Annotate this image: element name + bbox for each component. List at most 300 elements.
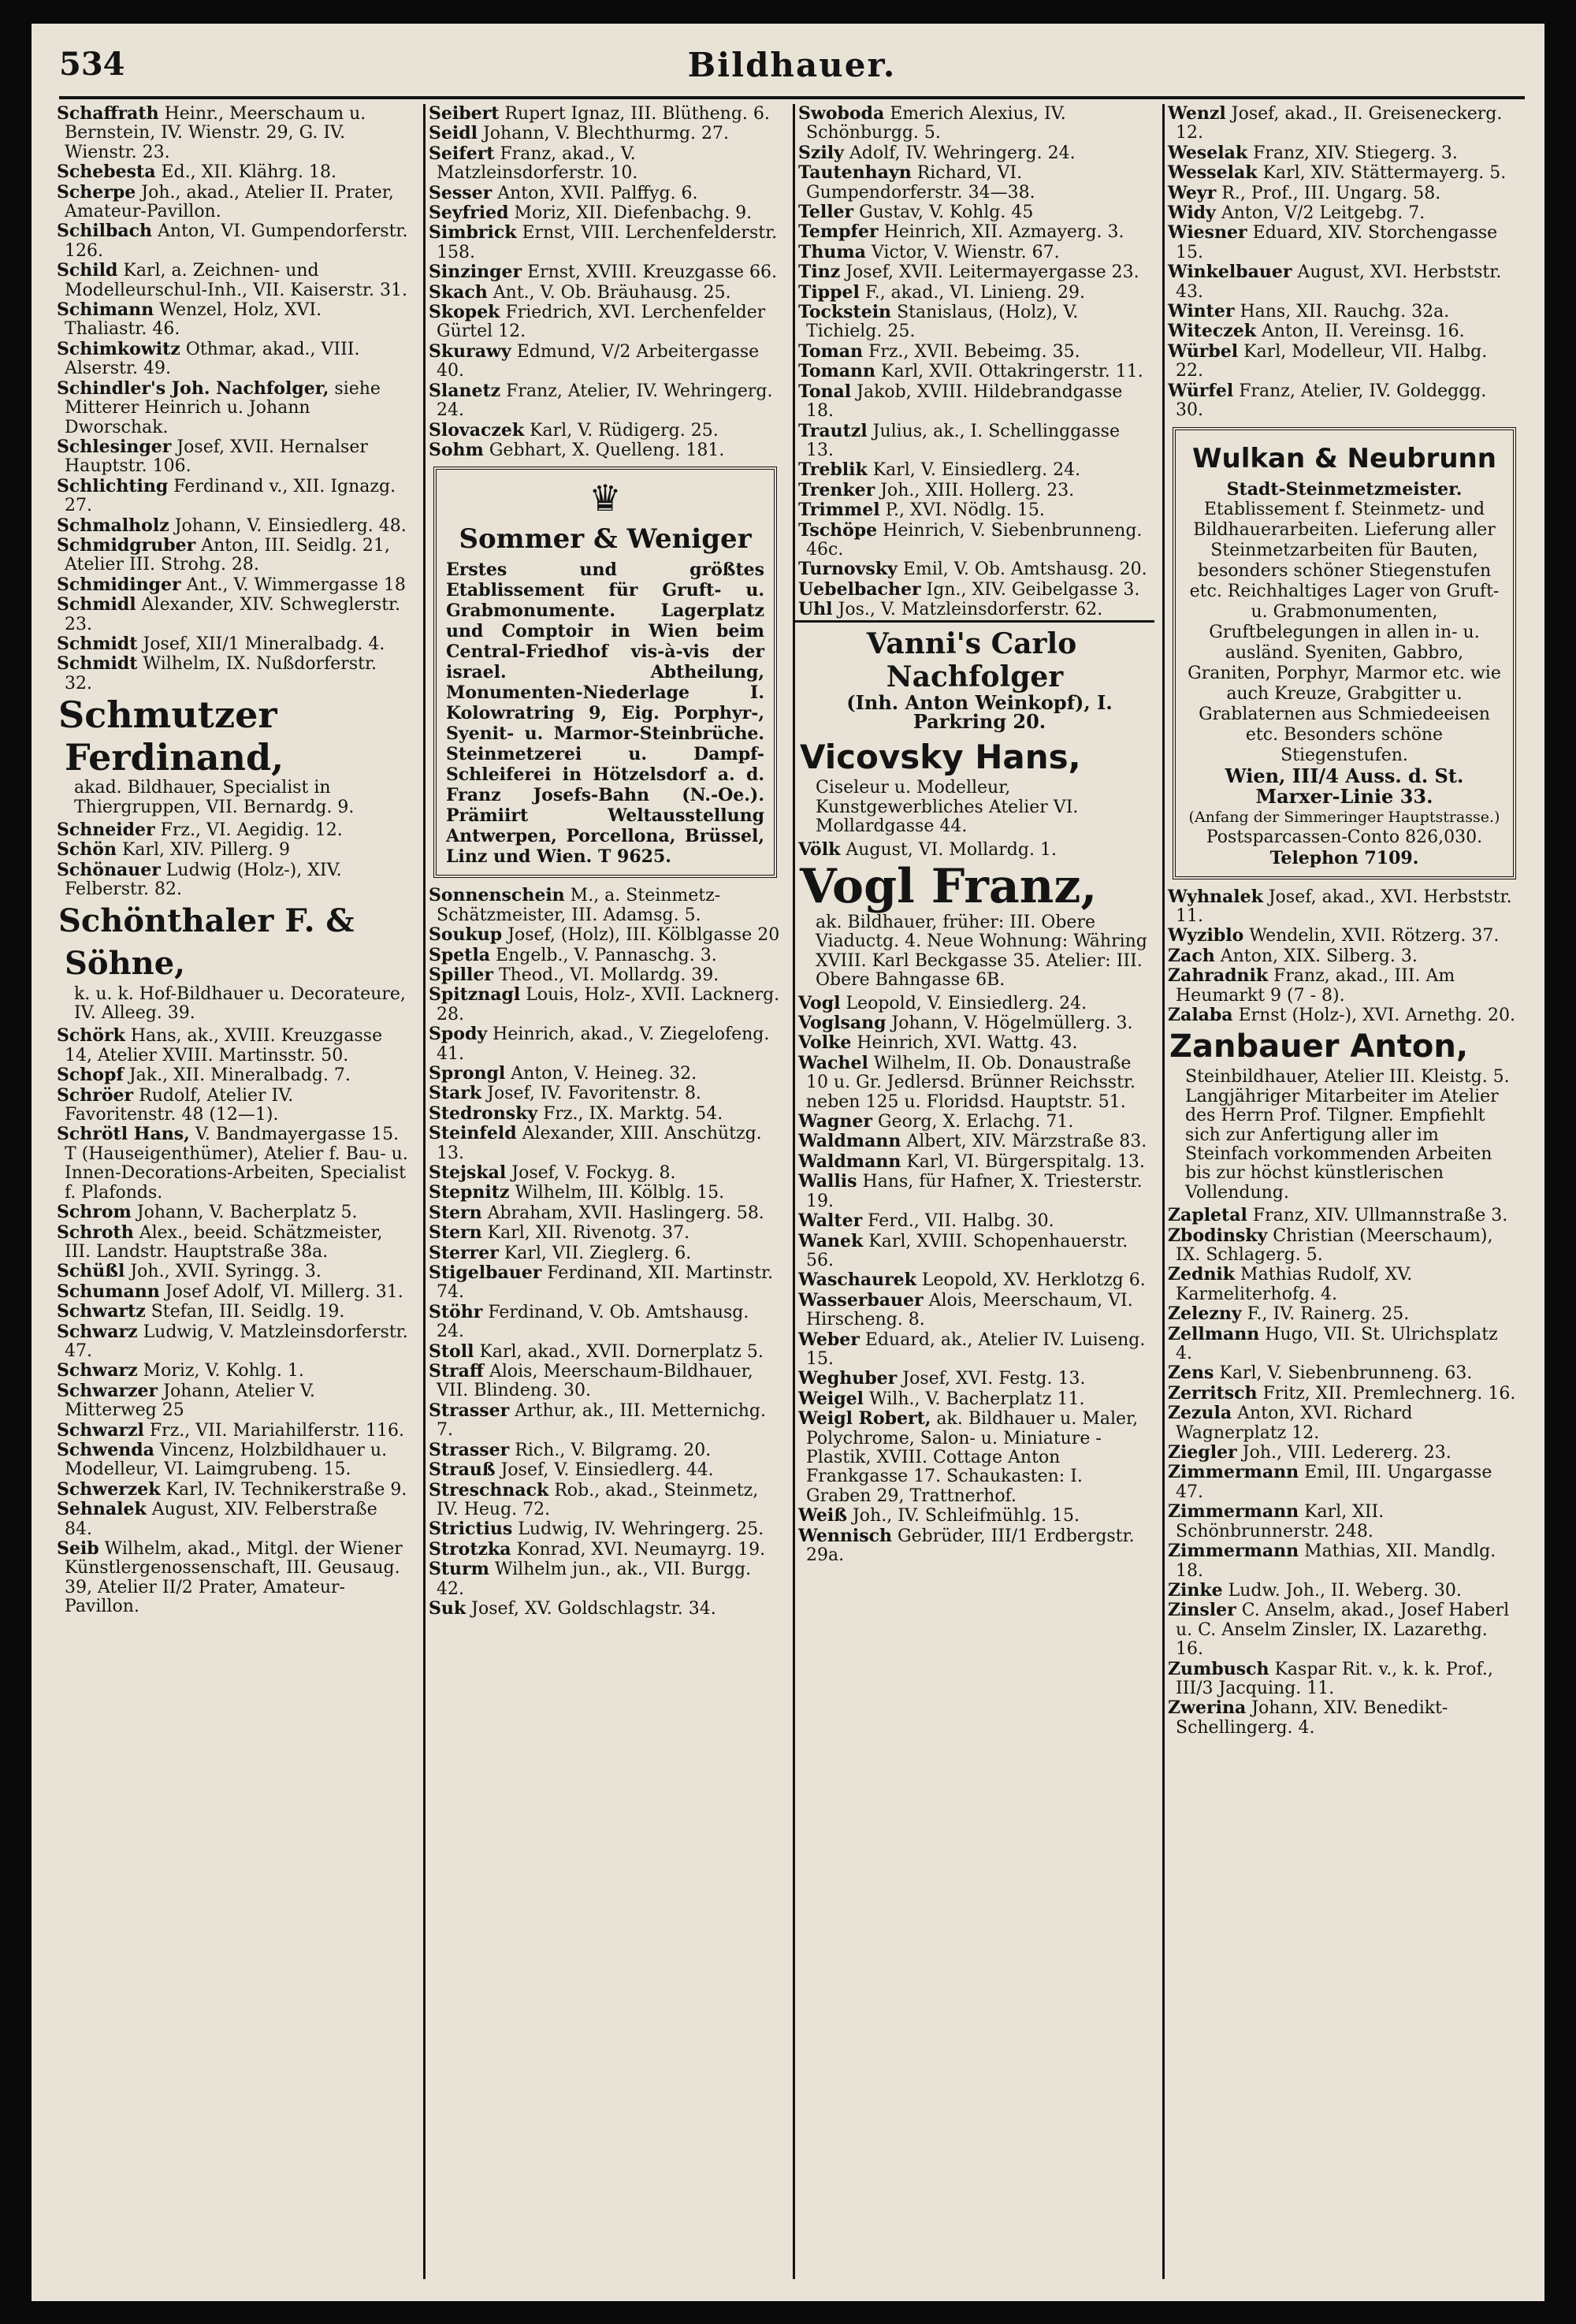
entry-details: Alex., beeid. Schätzmeister, III. Landstr. Hauptstraße 38a. <box>65 1222 383 1262</box>
directory-entry <box>426 342 785 381</box>
entry-details: Kaspar Rit. v., k. k. Prof., III/3 Jacquing. 11. <box>1176 1659 1493 1698</box>
entry-name: Schüßl <box>57 1261 125 1282</box>
directory-entry <box>795 1526 1154 1566</box>
entry-details: Richard, VI. Gumpendorferstr. 34—38. <box>806 163 1035 203</box>
directory-entry <box>795 362 1154 381</box>
entry-details: Emil, V. Ob. Amtshausg. 20. <box>902 560 1147 580</box>
entry-details: Josef, IV. Favoritenstr. 8. <box>487 1084 701 1104</box>
entry-name: Zimmermann <box>1168 1541 1299 1562</box>
entry-name: Schwenda <box>57 1439 154 1460</box>
directory-entry <box>1165 381 1524 421</box>
entry-details: Ludwig, V. Matzleinsdorferstr. 47. <box>65 1322 408 1361</box>
entry-details: Engelb., V. Pannaschg. 3. <box>496 945 717 965</box>
directory-entry <box>426 1084 785 1103</box>
entry-details: Anton, V. Heineg. 32. <box>511 1063 697 1084</box>
entry-name: Steinfeld <box>429 1123 517 1144</box>
entry-name: Teller <box>798 202 854 223</box>
featured-name: Zanbauer Anton, <box>1169 1028 1469 1065</box>
entry-details: Anton, XIX. Silberg. 3. <box>1220 946 1418 966</box>
entry-name: Schmalholz <box>57 515 169 536</box>
entry-name: Wallis <box>798 1171 857 1192</box>
entry-name: Trautzl <box>798 420 868 441</box>
entry-details: Franz, XIV. Stiegerg. 3. <box>1253 143 1458 163</box>
entry-details: Anton, V/2 Leitgebg. 7. <box>1221 203 1425 224</box>
directory-entry <box>1165 262 1524 302</box>
ad-subtitle: Stadt-Steinmetzmeister. <box>1226 478 1463 500</box>
entry-details: Wilhelm, akad., Mitgl. der Wiener Künstlergenossenschaft, III. Geusaug. 39, Atelier II/2 Prater, Amateur-Pavillon. <box>65 1539 403 1617</box>
entry-name: Tockstein <box>798 302 892 323</box>
directory-entry <box>795 1172 1154 1211</box>
entry-name: Wenzl <box>1168 104 1226 124</box>
entry-name: Schilbach <box>57 221 153 242</box>
featured-entry <box>54 693 413 820</box>
directory-entry <box>795 1033 1154 1053</box>
entry-details: Joh., XVII. Syringg. 3. <box>130 1262 322 1282</box>
entry-details: Joh., XIII. Hollerg. 23. <box>880 480 1075 500</box>
entry-name: Zalaba <box>1168 1004 1233 1025</box>
directory-entry <box>1165 946 1524 966</box>
entry-details: Wilhelm jun., ak., VII. Burgg. 42. <box>437 1560 752 1599</box>
entry-list <box>1165 104 1524 421</box>
entry-name: Wesselak <box>1168 162 1258 184</box>
entry-name: Schebesta <box>57 162 156 183</box>
directory-entry <box>795 243 1154 262</box>
featured-entry <box>1165 1025 1524 1206</box>
entry-name: Würbel <box>1168 340 1239 362</box>
entry-name: Wennisch <box>798 1525 893 1546</box>
featured-text: (Inh. Anton Weinkopf), I. Parkring 20. <box>846 690 1113 733</box>
directory-entry <box>1165 1226 1524 1266</box>
entry-name: Zerritsch <box>1168 1382 1258 1404</box>
entry-details: Eduard, ak., Atelier IV. Luiseng. 15. <box>806 1329 1146 1369</box>
entry-details: Rich., V. Bilgramg. 20. <box>515 1440 712 1460</box>
directory-entry <box>54 1223 413 1262</box>
entry-details: Ign., XIV. Geibelgasse 3. <box>926 579 1140 600</box>
entry-list <box>54 820 413 900</box>
entry-name: Slovaczek <box>429 419 525 441</box>
entry-details: Frz., IX. Marktg. 54. <box>543 1103 723 1124</box>
entry-name: Weyr <box>1168 182 1217 203</box>
directory-entry <box>54 536 413 575</box>
entry-details: Karl, V. Rüdigerg. 25. <box>530 420 719 441</box>
directory-entry <box>426 1342 785 1362</box>
entry-name: Völk <box>798 838 841 860</box>
directory-entry <box>54 1203 413 1222</box>
directory-entry <box>1165 1325 1524 1364</box>
entry-name: Skach <box>429 281 488 303</box>
directory-entry <box>426 1124 785 1163</box>
entry-details: Josef, V. Fockyg. 8. <box>511 1163 676 1183</box>
entry-details: Rob., akad., Steinmetz, IV. Heug. 72. <box>437 1480 759 1519</box>
directory-entry <box>795 521 1154 560</box>
entry-name: Tautenhayn <box>798 162 912 184</box>
entry-details: August, XVI. Herbststr. 43. <box>1176 262 1502 302</box>
directory-entry <box>795 1369 1154 1389</box>
directory-entry <box>795 163 1154 203</box>
directory-entry <box>54 437 413 477</box>
entry-details: Karl, XVIII. Schopenhauerstr. 56. <box>806 1231 1128 1270</box>
entry-name: Schönauer <box>57 859 161 880</box>
directory-entry <box>426 1024 785 1064</box>
directory-entry <box>426 1203 785 1223</box>
directory-entry <box>795 283 1154 303</box>
entry-details: Alexander, XIV. Schweglerstr. 23. <box>65 595 401 634</box>
entry-details: Karl, XIV. Pillerg. 9 <box>121 840 290 861</box>
directory-entry <box>795 1152 1154 1172</box>
directory-entry <box>54 840 413 860</box>
entry-details: Alexander, XIII. Anschützg. 13. <box>437 1124 762 1163</box>
directory-entry <box>426 1223 785 1243</box>
entry-details: Joh., VIII. Ledererg. 23. <box>1242 1443 1451 1463</box>
entry-name: Seib <box>57 1538 99 1559</box>
directory-entry <box>795 460 1154 480</box>
ad-title: Sommer & Weniger <box>459 523 752 556</box>
entry-name: Stedronsky <box>429 1103 538 1124</box>
entry-name: Stöhr <box>429 1301 483 1322</box>
entry-list <box>1165 887 1524 1026</box>
entry-name: Sprongl <box>429 1062 506 1084</box>
entry-name: Schwarz <box>57 1321 138 1342</box>
directory-entry <box>426 1401 785 1441</box>
directory-entry <box>426 1163 785 1183</box>
entry-details: Heinrich, akad., V. Ziegelofeng. 41. <box>437 1024 770 1064</box>
entry-list <box>54 1026 413 1616</box>
entry-name: Wanek <box>798 1230 864 1251</box>
directory-entry <box>1165 966 1524 1006</box>
entry-details: Louis, Holz-, XVII. Lacknerg. 28. <box>437 985 780 1024</box>
column-3 <box>793 104 1154 2279</box>
entry-details: Frz., VI. Aegidig. 12. <box>160 820 343 840</box>
entry-details: Othmar, akad., VIII. Alserstr. 49. <box>65 339 360 379</box>
directory-entry <box>426 262 785 282</box>
entry-list <box>795 994 1154 1566</box>
entry-list <box>1165 1206 1524 1738</box>
directory-entry <box>1165 104 1524 143</box>
entry-name: Zach <box>1168 945 1215 966</box>
entry-name: Schwarzl <box>57 1419 144 1441</box>
featured-text: Steinbildhauer, Atelier III. Kleistg. 5. Langjähriger Mitarbeiter im Atelier des Herrn Prof. Tilgner. Empfiehlt sich zur Anfertigung aller im Steinfach vorkommenden Arbeiten bis zur höchst künstlerischen Vollendung. <box>1185 1067 1510 1203</box>
featured-name: Schmutzer Ferdinand, <box>58 693 284 779</box>
directory-entry <box>54 1262 413 1281</box>
entry-details: Theod., VI. Mollardg. 39. <box>498 965 719 985</box>
directory-entry <box>795 1232 1154 1271</box>
directory-entry <box>795 1409 1154 1506</box>
entry-details: Heinr., Meerschaum u. Bernstein, IV. Wienstr. 29, G. IV. Wienstr. 23. <box>65 104 366 162</box>
entry-details: Jakob, XVIII. Hildebrandgasse 18. <box>806 381 1123 422</box>
entry-details: Ferdinand v., XII. Ignazg. 27. <box>65 476 396 516</box>
entry-name: Schlichting <box>57 475 169 496</box>
entry-name: Wiesner <box>1168 222 1247 244</box>
directory-entry <box>1165 223 1524 262</box>
entry-details: Ant., V. Ob. Bräuhausg. 25. <box>492 282 731 303</box>
entry-name: Schmidl <box>57 594 136 615</box>
entry-name: Waldmann <box>798 1151 901 1172</box>
page-header <box>59 41 1525 99</box>
entry-name: Wasserbauer <box>798 1289 924 1311</box>
featured-text: k. u. k. Hof-Bildhauer u. Decorateure, IV. Alleeg. 39. <box>74 984 406 1024</box>
ad-body: Etablissement f. Steinmetz- und Bildhauerarbeiten. Lieferung aller Steinmetzarbeiten für Bauten, besonders schöner Stiegenstufen etc. Reichhaltiges Lager von Gruft- u. Grabmonumenten, Gruftbelegungen in allen in- u. ausländ. Syeniten, Gabbro, Graniten, Porphyr, Marmor etc. wie auch Kreuze, Grabgitter u. Grablaternen aus Schmiedeeisen etc. Besonders schöne Stiegenstufen. <box>1188 499 1501 765</box>
entry-details: Josef, akad., II. Greiseneckerg. 12. <box>1176 104 1503 143</box>
directory-entry <box>1165 322 1524 341</box>
entry-details: P., XVI. Nödlg. 15. <box>885 500 1045 521</box>
entry-details: Julius, ak., I. Schellinggasse 13. <box>806 421 1120 460</box>
entry-details: Johann, XIV. Benedikt-Schellingerg. 4. <box>1176 1698 1448 1738</box>
entry-name: Zapletal <box>1168 1205 1247 1226</box>
featured-entry <box>795 860 1154 994</box>
entry-details: Emil, III. Ungargasse 47. <box>1176 1463 1492 1502</box>
entry-details: Josef Adolf, VI. Millerg. 31. <box>165 1281 403 1302</box>
directory-entry <box>426 925 785 945</box>
entry-details: Wilhelm, III. Kölblg. 15. <box>515 1183 725 1203</box>
entry-details: Friedrich, XVI. Lerchenfelder Gürtel 12. <box>437 303 766 342</box>
directory-entry <box>795 382 1154 422</box>
entry-name: Stigelbauer <box>429 1262 542 1284</box>
directory-entry <box>795 422 1154 461</box>
directory-entry <box>54 1302 413 1322</box>
directory-entry <box>1165 1363 1524 1383</box>
entry-name: Weigel <box>798 1388 864 1409</box>
ad-postal: Postsparcassen-Conto 826,030. <box>1206 827 1483 847</box>
entry-name: Tomann <box>798 361 876 382</box>
entry-name: Strasser <box>429 1400 510 1421</box>
entry-details: Wenzel, Holz, XVI. Thaliastr. 46. <box>65 300 322 340</box>
entry-name: Stark <box>429 1083 482 1104</box>
entry-details: Alois, Meerschaum-Bildhauer, VII. Blindeng. 30. <box>437 1362 753 1401</box>
entry-details: Edmund, V/2 Arbeitergasse 40. <box>437 341 760 381</box>
entry-name: Seidl <box>429 123 478 144</box>
entry-details: Karl, XII. Rivenotg. 37. <box>487 1223 690 1244</box>
directory-entry <box>426 946 785 965</box>
entry-name: Streschnack <box>429 1479 549 1500</box>
directory-entry <box>54 516 413 536</box>
directory-entry <box>795 1132 1154 1151</box>
featured-entry <box>795 623 1154 737</box>
entry-name: Schröer <box>57 1084 134 1106</box>
entry-details: Hugo, VII. St. Ulrichsplatz 4. <box>1176 1324 1498 1364</box>
directory-entry <box>54 261 413 300</box>
page-number: 534 <box>59 46 125 83</box>
entry-details: Ludw. Joh., II. Weberg. 30. <box>1228 1580 1462 1601</box>
directory-entry <box>795 600 1154 619</box>
entry-name: Sohm <box>429 439 484 460</box>
directory-entry <box>795 1013 1154 1033</box>
entry-name: Schneider <box>57 820 155 840</box>
entry-name: Schwarz <box>57 1360 138 1381</box>
entry-name: Waldmann <box>798 1131 901 1152</box>
featured-entry <box>795 736 1154 839</box>
directory-entry <box>54 575 413 595</box>
entry-name: Zahradnik <box>1168 965 1269 987</box>
entry-name: Wagner <box>798 1111 873 1132</box>
entry-name: Tonal <box>798 381 852 402</box>
directory-entry <box>426 1540 785 1560</box>
directory-entry <box>54 634 413 654</box>
entry-name: Ziegler <box>1168 1442 1237 1463</box>
entry-details: Karl, XII. Schönbrunnerstr. 248. <box>1176 1502 1385 1541</box>
directory-entry <box>54 221 413 261</box>
entry-name: Schörk <box>57 1025 125 1047</box>
directory-entry <box>54 1480 413 1500</box>
entry-name: Schwartz <box>57 1301 146 1322</box>
directory-entry <box>54 654 413 693</box>
directory-entry <box>54 1441 413 1480</box>
entry-name: Schmidinger <box>57 574 181 595</box>
entry-details: Victor, V. Wienstr. 67. <box>871 242 1060 262</box>
directory-entry <box>795 560 1154 579</box>
featured-text: Ciseleur u. Modelleur, Kunstgewerbliches Atelier VI. Mollardgasse 44. <box>816 778 1079 837</box>
entry-name: Wyziblo <box>1168 925 1244 946</box>
entry-details: Anton, II. Vereinsg. 16. <box>1261 322 1465 342</box>
directory-entry <box>1165 1601 1524 1659</box>
entry-name: Strictius <box>429 1519 513 1540</box>
directory-entry <box>426 223 785 262</box>
entry-name: Voglsang <box>798 1013 886 1034</box>
entry-name: Tempfer <box>798 221 879 243</box>
directory-entry <box>54 1026 413 1065</box>
entry-details: Gustav, V. Kohlg. 45 <box>859 203 1034 223</box>
entry-details: Johann, V. Högelmüllerg. 3. <box>891 1013 1133 1034</box>
directory-entry <box>54 820 413 840</box>
entry-name: Schmidgruber <box>57 534 196 556</box>
entry-details: Karl, V. Siebenbrunneng. 63. <box>1219 1363 1473 1384</box>
entry-name: Winkelbauer <box>1168 262 1292 283</box>
directory-entry <box>426 144 785 184</box>
directory-entry <box>426 1064 785 1084</box>
entry-list <box>426 886 785 1619</box>
column-1 <box>54 104 413 2279</box>
directory-entry <box>1165 1006 1524 1025</box>
entry-details: Hans, XII. Rauchg. 32a. <box>1240 302 1450 322</box>
entry-details: Ferdinand, XII. Martinstr. 74. <box>437 1263 774 1303</box>
entry-details: Hans, ak., XVIII. Kreuzgasse 14, Atelier XVIII. Martinsstr. 50. <box>65 1026 383 1065</box>
entry-name: Stern <box>429 1222 482 1244</box>
entry-details: Karl, XVII. Ottakringerstr. 11. <box>881 362 1143 382</box>
entry-name: Schindler's Joh. Nachfolger, <box>57 377 329 399</box>
directory-entry <box>426 1263 785 1303</box>
entry-details: Karl, Modelleur, VII. Halbg. 22. <box>1176 341 1488 381</box>
directory-entry <box>795 1054 1154 1112</box>
entry-name: Straff <box>429 1361 484 1382</box>
entry-details: Franz, Atelier, IV. Goldeggg. 30. <box>1176 381 1487 421</box>
entry-name: Sinzinger <box>429 262 522 283</box>
directory-entry <box>426 1104 785 1124</box>
entry-name: Strasser <box>429 1439 510 1460</box>
directory-entry <box>1165 1581 1524 1601</box>
directory-entry <box>426 124 785 143</box>
entry-details: Hans, für Hafner, X. Triesterstr. 19. <box>806 1172 1143 1211</box>
entry-details: Josef, XVII. Hernalser Hauptstr. 106. <box>65 437 368 477</box>
entry-name: Sterrer <box>429 1242 499 1263</box>
directory-entry <box>426 1303 785 1342</box>
entry-name: Trimmel <box>798 500 880 521</box>
entry-details: Ludwig, IV. Wehringerg. 25. <box>518 1519 764 1540</box>
entry-details: Ant., V. Wimmergasse 18 <box>186 574 406 595</box>
entry-details: Wilhelm, IX. Nußdorferstr. 32. <box>65 654 377 693</box>
directory-entry <box>1165 887 1524 927</box>
entry-details: Wilhelm, II. Ob. Donaustraße 10 u. Gr. Jedlersd. Brünner Reichsstr. neben 125 u. Floridsd. Hauptstr. 51. <box>806 1053 1136 1112</box>
entry-details: Leopold, V. Einsiedlerg. 24. <box>846 993 1087 1013</box>
eagle-emblem-icon: ♛ <box>589 477 622 520</box>
entry-details: Stefan, III. Seidlg. 19. <box>151 1302 345 1322</box>
directory-entry <box>795 1389 1154 1409</box>
directory-entry <box>1165 926 1524 946</box>
entry-details: Ferd., VII. Halbg. 30. <box>868 1211 1054 1232</box>
entry-name: Weber <box>798 1329 860 1350</box>
entry-name: Toman <box>798 340 864 362</box>
entry-name: Zbodinsky <box>1168 1225 1268 1246</box>
directory-columns <box>54 104 1527 2279</box>
directory-entry <box>426 203 785 223</box>
entry-name: Stejskal <box>429 1162 507 1183</box>
entry-name: Stepnitz <box>429 1182 510 1203</box>
featured-entry <box>54 900 413 1027</box>
entry-details: Stanislaus, (Holz), V. Tichielg. 25. <box>806 303 1079 342</box>
directory-entry <box>426 1599 785 1619</box>
entry-list <box>795 840 1154 860</box>
entry-details: Karl, a. Zeichnen- und Modelleurschul-Inh., VII. Kaiserstr. 31. <box>65 261 407 300</box>
directory-entry <box>795 222 1154 242</box>
entry-details: Josef, XV. Goldschlagstr. 34. <box>471 1598 716 1619</box>
entry-details: Arthur, ak., III. Metternichg. 7. <box>437 1400 766 1441</box>
entry-details: Johann, V. Blechthurmg. 27. <box>482 124 730 144</box>
entry-name: Schopf <box>57 1065 124 1086</box>
entry-name: Suk <box>429 1597 466 1619</box>
directory-entry <box>795 1291 1154 1330</box>
directory-entry <box>1165 1206 1524 1225</box>
directory-entry <box>1165 1698 1524 1738</box>
entry-details: Ernst, VIII. Lerchenfelderstr. 158. <box>437 223 778 262</box>
entry-name: Stern <box>429 1202 482 1223</box>
entry-name: Treblik <box>798 459 868 481</box>
entry-name: Seyfried <box>429 203 509 224</box>
entry-name: Skopek <box>429 302 500 323</box>
directory-entry <box>795 994 1154 1013</box>
entry-details: Emerich Alexius, IV. Schönburgg. 5. <box>806 104 1066 143</box>
entry-list <box>795 104 1154 620</box>
entry-name: Trenker <box>798 479 875 500</box>
entry-details: Josef, akad., XVI. Herbststr. 11. <box>1176 887 1512 926</box>
entry-details: Joh., akad., Atelier II. Prater, Amateur-Pavillon. <box>65 182 394 222</box>
advertisement-sommer-weniger <box>433 467 777 878</box>
entry-name: Simbrick <box>429 222 517 244</box>
entry-details: Adolf, IV. Wehringerg. 24. <box>849 143 1076 163</box>
featured-text: ak. Bildhauer, früher: III. Obere Viaductg. 4. Neue Wohnung: Währing XVIII. Karl Beckgasse 35. Atelier: III. Obere Bahngasse 6B. <box>816 913 1147 991</box>
entry-details: Christian (Meerschaum), IX. Schlagerg. 5. <box>1176 1225 1493 1265</box>
entry-name: Skurawy <box>429 340 511 362</box>
ad-title: Wulkan & Neubrunn <box>1192 442 1496 474</box>
entry-name: Sesser <box>429 182 492 203</box>
entry-details: Albert, XIV. Märzstraße 83. <box>906 1132 1147 1152</box>
entry-name: Schwerzek <box>57 1478 161 1500</box>
entry-name: Turnovsky <box>798 559 898 580</box>
entry-name: Tippel <box>798 281 860 303</box>
entry-details: R., Prof., III. Ungarg. 58. <box>1221 183 1441 203</box>
entry-name: Zezula <box>1168 1403 1232 1424</box>
entry-details: Eduard, XIV. Storchengasse 15. <box>1176 223 1498 262</box>
entry-details: Karl, VI. Bürgerspitalg. 13. <box>906 1151 1145 1172</box>
entry-details: Alois, Meerschaum, VI. Hirscheng. 8. <box>806 1290 1133 1330</box>
directory-entry <box>54 861 413 900</box>
entry-name: Walter <box>798 1210 863 1232</box>
entry-name: Spitznagl <box>429 984 521 1006</box>
entry-details: Karl, IV. Technikerstraße 9. <box>165 1479 407 1500</box>
entry-details: Konrad, XVI. Neumayrg. 19. <box>516 1539 766 1560</box>
entry-details: Franz, akad., III. Am Heumarkt 9 (7 - 8). <box>1176 966 1455 1006</box>
column-4 <box>1162 104 1524 2279</box>
directory-entry <box>426 381 785 421</box>
featured-name: Vicovsky Hans, <box>800 738 1081 777</box>
entry-name: Vogl <box>798 992 841 1013</box>
